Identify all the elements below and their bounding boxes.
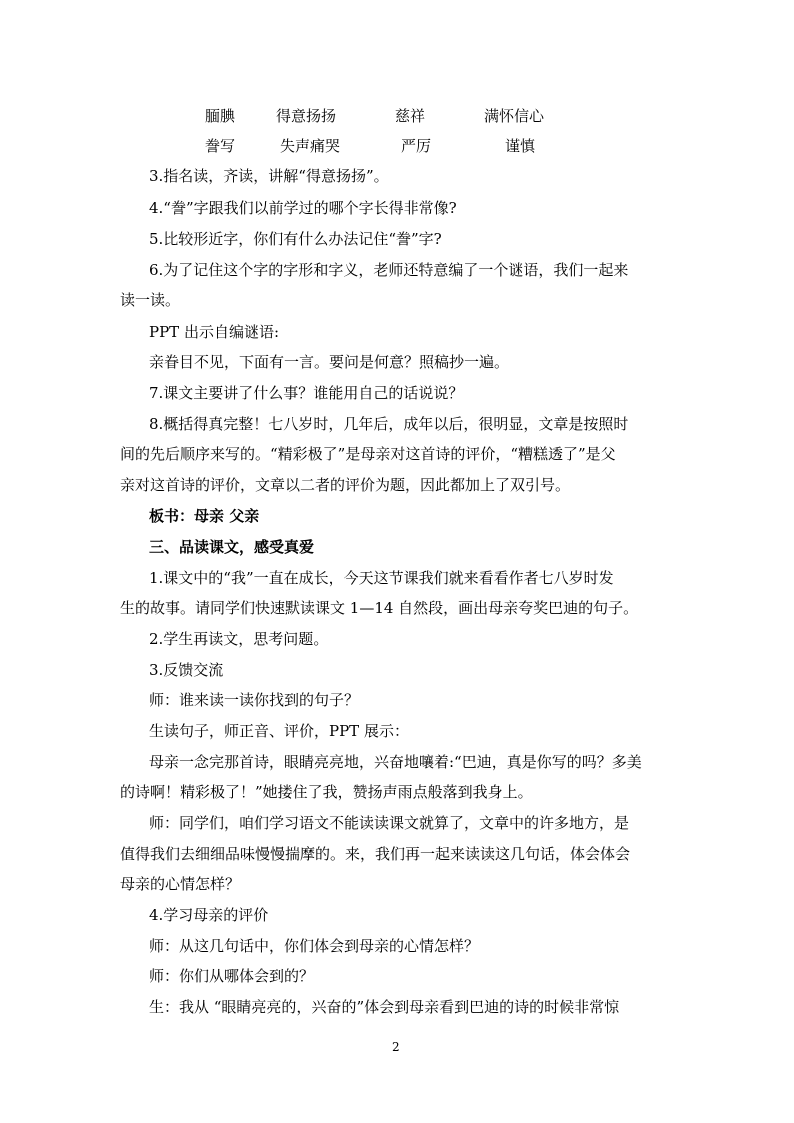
vocab-word: 腼腆 — [205, 107, 236, 125]
text-line: 生的故事。请同学们快速默读课文 1—14 自然段，画出母亲夸奖巴迪的句子。 — [120, 599, 639, 617]
text-line: 值得我们去细细品味慢慢揣摩的。来，我们再一起来读读这几句话，体会体会 — [120, 845, 631, 863]
vocab-word: 满怀信心 — [484, 107, 545, 125]
text-line: 3.反馈交流 — [149, 661, 224, 679]
vocab-word: 誊写 — [205, 137, 236, 155]
text-line: 师：你们从哪体会到的？ — [149, 967, 315, 985]
text-line: 生：我从 “眼睛亮亮的，兴奋的”体会到母亲看到巴迪的诗的时候非常惊 — [149, 998, 620, 1016]
text-line: 师：谁来读一读你找到的句子？ — [149, 691, 360, 709]
text-line: 师：从这几句话中，你们体会到母亲的心情怎样？ — [149, 937, 480, 955]
text-line: 生读句子，师正音、评价，PPT 展示： — [149, 722, 409, 740]
quote-line: 的诗啊！精彩极了！”她搂住了我，赞扬声雨点般落到我身上。 — [120, 783, 533, 801]
text-line: 师：同学们，咱们学习语文不能读读课文就算了，文章中的许多地方，是 — [149, 814, 630, 832]
text-line: 7.课文主要讲了什么事？谁能用自己的话说说？ — [149, 384, 464, 402]
vocab-word: 慈祥 — [395, 107, 426, 125]
blackboard-heading: 板书：母亲 父亲 — [149, 507, 260, 525]
text-line: 母亲的心情怎样？ — [120, 875, 241, 893]
page-number: 2 — [392, 1040, 400, 1054]
text-line: 4.学习母亲的评价 — [149, 906, 269, 924]
text-line: 亲对这首诗的评价，文章以二者的评价为题，因此都加上了双引号。 — [120, 476, 571, 494]
quote-line: 母亲一念完那首诗，眼睛亮亮地，兴奋地嚷着:“巴迪，真是你写的吗？多美 — [149, 753, 642, 771]
section-heading: 三、品读课文，感受真爱 — [149, 538, 315, 556]
text-line: 3.指名读，齐读，讲解“得意扬扬”。 — [149, 167, 389, 185]
text-line: 2.学生再读文，思考问题。 — [149, 630, 329, 648]
text-line: PPT 出示自编谜语: — [149, 323, 280, 341]
vocab-word: 失声痛哭 — [280, 137, 341, 155]
text-line: 读一读。 — [120, 291, 181, 309]
text-line: 5.比较形近字，你们有什么办法记住“誊”字? — [149, 230, 442, 248]
vocab-word: 谨慎 — [505, 137, 536, 155]
text-line: 1.课文中的“我”一直在成长，今天这节课我们就来看看作者七八岁时发 — [149, 569, 614, 587]
vocab-word: 得意扬扬 — [276, 107, 337, 125]
text-line: 亲眷目不见，下面有一言。要问是何意？照稿抄一遍。 — [149, 353, 510, 371]
text-line: 间的先后顺序来写的。“精彩极了”是母亲对这首诗的评价，“糟糕透了”是父 — [120, 445, 616, 463]
vocab-word: 严厉 — [401, 137, 432, 155]
text-line: 6.为了记住这个字的字形和字义，老师还特意编了一个谜语，我们一起来 — [149, 261, 629, 279]
text-line: 8.概括得真完整！七八岁时，几年后，成年以后，很明显，文章是按照时 — [149, 415, 629, 433]
text-line: 4.“誊”字跟我们以前学过的哪个字长得非常像? — [149, 199, 457, 217]
